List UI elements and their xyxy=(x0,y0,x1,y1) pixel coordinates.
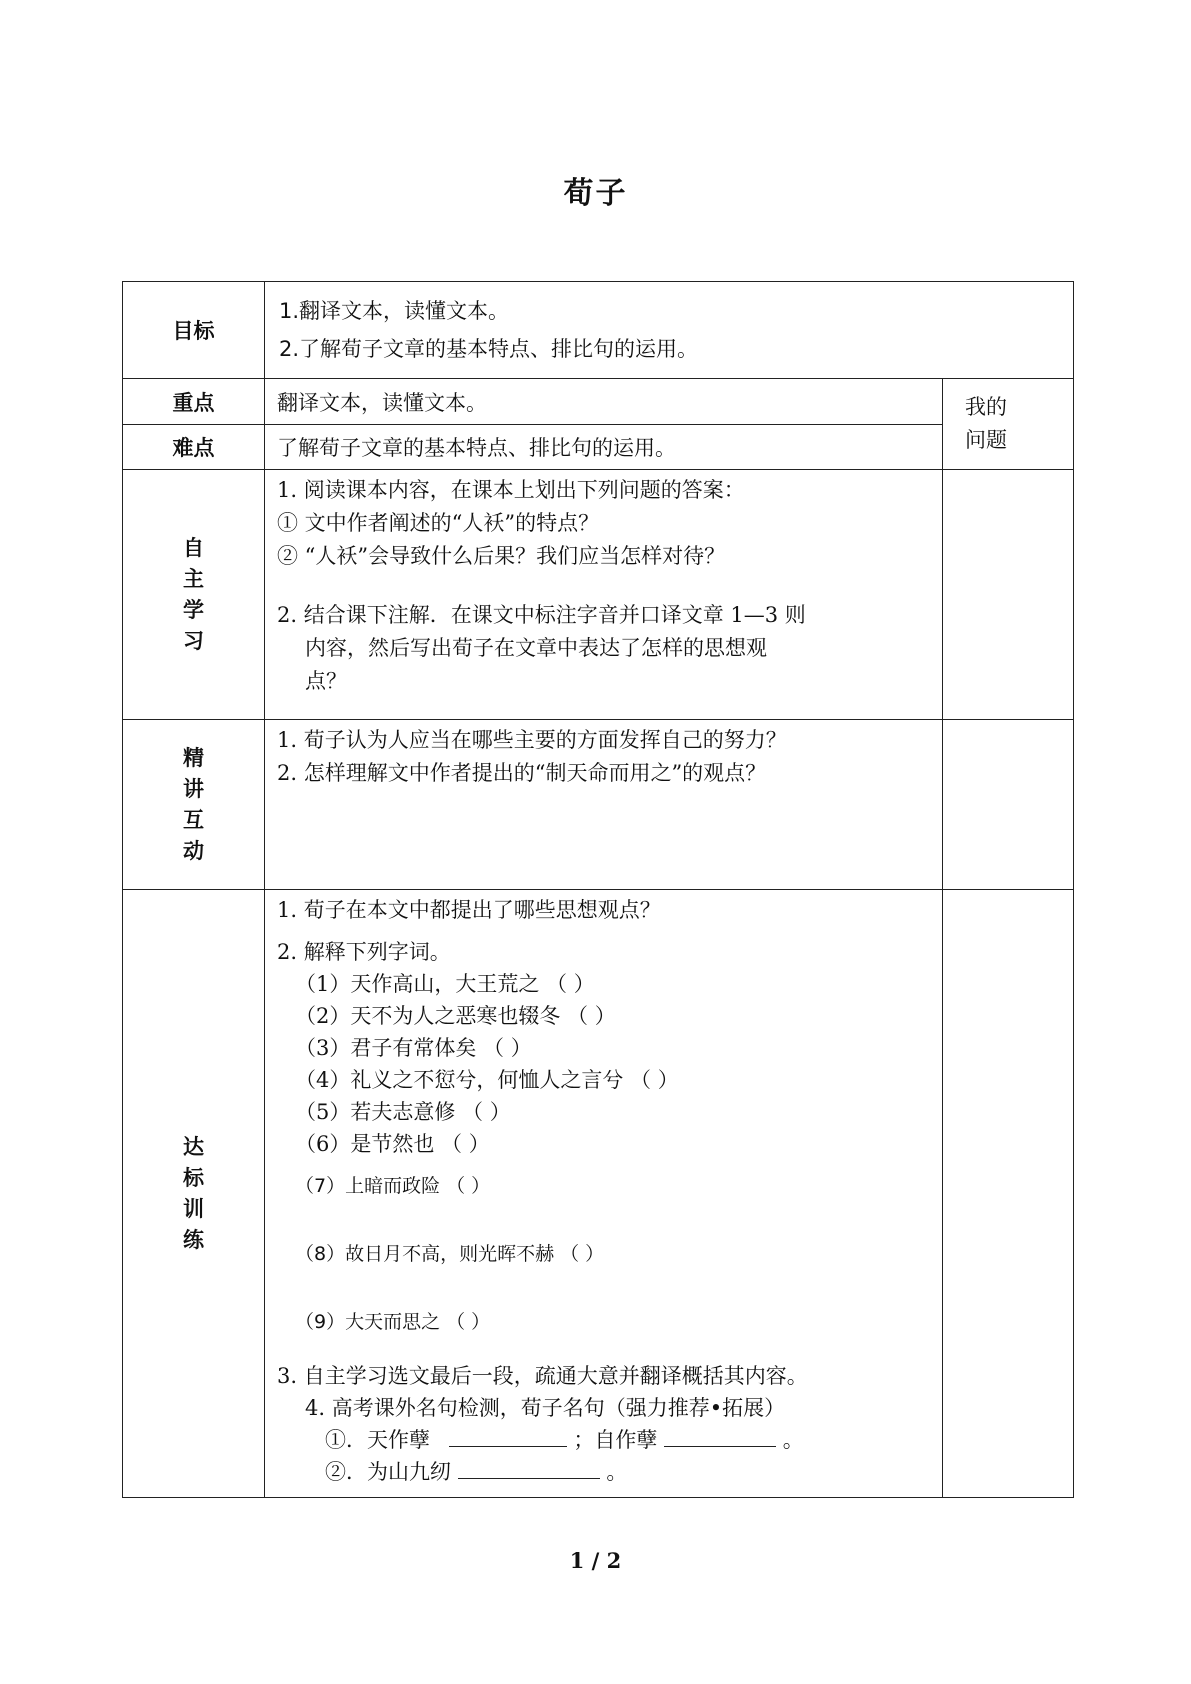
interactive-label-char: 动 xyxy=(183,838,204,863)
self-study-label-char: 自 xyxy=(183,535,204,560)
word-item: （6）是节然也 （ ） xyxy=(295,1132,490,1156)
training-question-4: 4. 高考课外名句检测，荀子名句（强力推荐•拓展） xyxy=(305,1396,786,1420)
word-item: （2）天不为人之恶寒也辍冬 （ ） xyxy=(295,1004,616,1028)
fill-blank-line-1 xyxy=(277,1424,942,1456)
self-study-label-char: 学 xyxy=(183,597,204,622)
training-row xyxy=(123,890,1074,1498)
training-question-3: 3. 自主学习选文最后一段，疏通大意并翻译概括其内容。 xyxy=(277,1364,808,1388)
answer-blank[interactable] xyxy=(664,1424,776,1447)
goal-row xyxy=(123,282,1074,379)
goal-content xyxy=(265,282,1074,379)
fill-blank-line-2 xyxy=(277,1456,942,1488)
interactive-label-char: 互 xyxy=(183,807,204,832)
goal-line-1: 1.翻译文本，读懂文本。 xyxy=(279,299,510,323)
my-questions-cell xyxy=(943,470,1074,720)
word-item: （9）大天而思之 （ ） xyxy=(295,1311,491,1333)
word-item: （3）君子有常体矣 （ ） xyxy=(295,1036,532,1060)
word-item: （4）礼义之不愆兮，何恤人之言兮 （ ） xyxy=(295,1068,679,1092)
training-label-char: 标 xyxy=(183,1165,204,1190)
self-study-line: 内容，然后写出荀子在文章中表达了怎样的思想观 xyxy=(305,636,767,660)
self-study-row xyxy=(123,470,1074,720)
training-question-1: 1. 荀子在本文中都提出了哪些思想观点？ xyxy=(277,898,661,922)
self-study-line: 点？ xyxy=(305,669,347,693)
fill-blank-2-end: 。 xyxy=(606,1460,628,1484)
interactive-line: 1. 荀子认为人应当在哪些主要的方面发挥自己的努力？ xyxy=(277,728,787,752)
self-study-line: ① 文中作者阐述的“人袄”的特点？ xyxy=(277,511,600,535)
interactive-row xyxy=(123,720,1074,890)
self-study-line: 1. 阅读课本内容，在课本上划出下列问题的答案： xyxy=(277,478,745,502)
answer-blank[interactable] xyxy=(458,1456,600,1479)
fill-blank-1-prompt: ①．天作孽 xyxy=(325,1428,430,1452)
key-point-row xyxy=(123,379,1074,425)
interactive-label-char: 精 xyxy=(183,745,204,770)
key-point-label: 重点 xyxy=(123,379,265,425)
answer-blank[interactable] xyxy=(449,1424,567,1447)
page-number: 1 / 2 xyxy=(569,1548,622,1573)
difficult-point-text: 了解荀子文章的基本特点、排比句的运用。 xyxy=(265,425,943,470)
interactive-label xyxy=(123,720,265,890)
self-study-label-char: 习 xyxy=(183,628,204,653)
interactive-label-char: 讲 xyxy=(183,776,204,801)
my-questions-cell xyxy=(943,890,1074,1498)
page-title: 荀子 xyxy=(563,176,628,211)
word-item: （5）若夫志意修 （ ） xyxy=(295,1100,511,1124)
word-item: （8）故日月不高，则光晖不赫 （ ） xyxy=(295,1243,605,1265)
fill-blank-1-end: 。 xyxy=(782,1428,804,1452)
fill-blank-1-separator: ；自作孽 xyxy=(573,1428,658,1452)
training-label-char: 训 xyxy=(183,1196,204,1221)
my-questions-line-2: 问题 xyxy=(965,428,1007,452)
training-label-char: 达 xyxy=(183,1134,204,1159)
my-questions-line-1: 我的 xyxy=(965,395,1007,419)
interactive-line: 2. 怎样理解文中作者提出的“制天命而用之”的观点？ xyxy=(277,761,767,785)
my-questions-header xyxy=(943,379,1074,470)
study-guide-table xyxy=(122,281,1074,1498)
key-point-text: 翻译文本，读懂文本。 xyxy=(265,379,943,425)
training-label-char: 练 xyxy=(183,1227,204,1252)
spacer xyxy=(277,926,942,936)
training-question-2: 2. 解释下列字词。 xyxy=(277,940,451,964)
self-study-line: 2. 结合课下注解．在课文中标注字音并口译文章 1—3 则 xyxy=(277,603,806,627)
difficult-point-label: 难点 xyxy=(123,425,265,470)
goal-line-2: 2.了解荀子文章的基本特点、排比句的运用。 xyxy=(279,337,699,361)
self-study-line: ② “人袄”会导致什么后果？我们应当怎样对待？ xyxy=(277,544,726,568)
word-item: （7）上暗而政险 （ ） xyxy=(295,1175,491,1197)
fill-blank-2-prompt: ②．为山九纫 xyxy=(325,1460,451,1484)
goal-label: 目标 xyxy=(123,282,265,379)
training-content xyxy=(265,890,943,1498)
training-label xyxy=(123,890,265,1498)
word-item: （1）天作高山，大王荒之 （ ） xyxy=(295,972,595,996)
difficult-point-row xyxy=(123,425,1074,470)
self-study-label xyxy=(123,470,265,720)
interactive-content xyxy=(265,720,943,890)
my-questions-cell xyxy=(943,720,1074,890)
self-study-content xyxy=(265,470,943,720)
spacer xyxy=(277,573,942,599)
self-study-label-char: 主 xyxy=(183,566,204,591)
